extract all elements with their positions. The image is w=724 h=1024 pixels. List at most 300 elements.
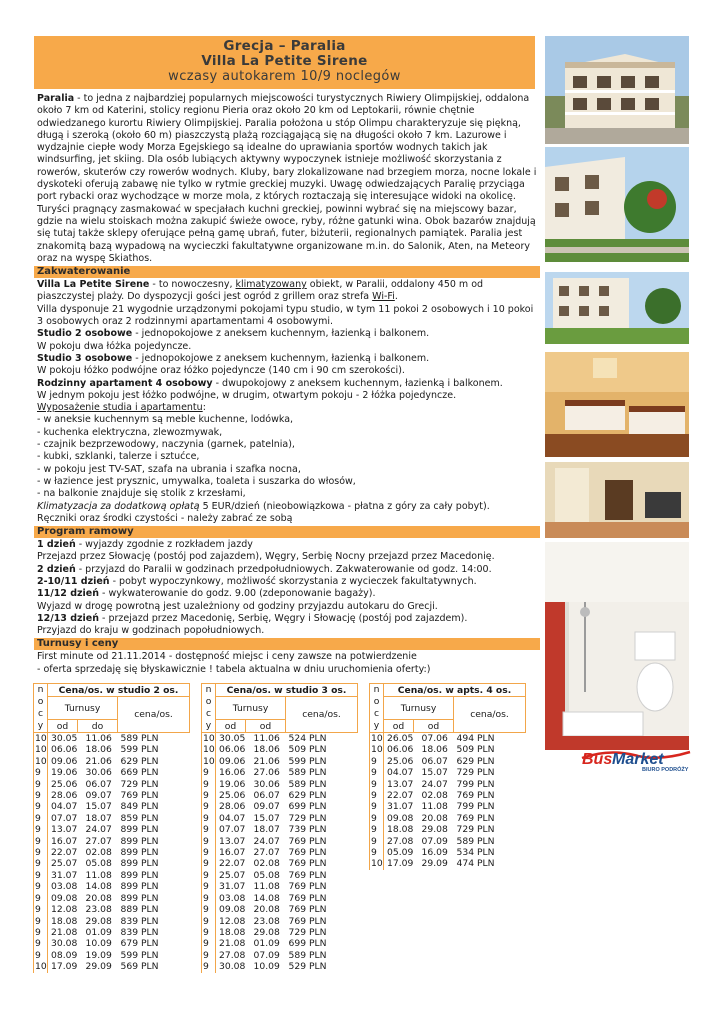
table-row	[202, 950, 358, 961]
date-from-cell: 27.08	[387, 835, 414, 847]
nights-letter: c	[373, 708, 380, 719]
date-from-cell: 25.06	[219, 790, 246, 802]
nights-cell: 9	[202, 904, 216, 915]
table-row	[34, 801, 190, 812]
equipment-item: - w pokoju jest TV-SAT, szafa na ubrania i szafka nocna,	[37, 463, 301, 475]
nights-cell: 9	[202, 847, 216, 858]
date-from-cell: 09.08	[219, 904, 246, 916]
price-cell: 589 PLN	[120, 733, 159, 744]
nights-cell: 9	[34, 950, 48, 961]
date-from-cell: 19.06	[51, 767, 78, 779]
price-table	[201, 683, 358, 973]
date-to-cell: 23.08	[85, 904, 112, 916]
date-from-cell: 27.08	[219, 949, 246, 961]
date-to-cell: 01.09	[85, 926, 112, 938]
price-cell: 889 PLN	[120, 904, 159, 916]
nights-cell: 9	[202, 836, 216, 847]
price-cell: 839 PLN	[120, 915, 159, 927]
date-from-cell: 31.07	[219, 881, 246, 893]
nights-letter: o	[373, 696, 380, 707]
date-from-cell: 07.07	[51, 812, 78, 824]
nights-letter: c	[205, 708, 212, 719]
nights-column-header	[202, 684, 216, 733]
nights-cell: 9	[202, 813, 216, 824]
nights-cell: 9	[34, 858, 48, 869]
equipment-item: - czajnik bezprzewodowy, naczynia (garnek, patelnia),	[37, 439, 295, 451]
date-from-cell: 07.07	[219, 824, 246, 836]
price-table	[33, 683, 190, 973]
date-to-cell: 05.08	[85, 858, 112, 870]
date-to-cell: 29.08	[421, 824, 448, 836]
price-cell: 769 PLN	[456, 790, 495, 802]
nights-cell: 9	[370, 824, 384, 835]
table-row	[34, 870, 190, 881]
price-table-title: Cena/os. w studio 3 os.	[216, 684, 358, 697]
nights-cell: 9	[202, 858, 216, 869]
nights-cell: 10	[35, 733, 47, 744]
date-from-cell: 09.06	[219, 755, 246, 767]
villa-name: Villa La Petite Sirene	[37, 279, 150, 291]
date-to-cell: 20.08	[85, 892, 112, 904]
price-cell: 899 PLN	[120, 869, 159, 881]
nights-cell: 9	[370, 801, 384, 812]
table-row	[370, 779, 526, 790]
nights-cell: 10	[371, 744, 383, 756]
studio-3-beds: W pokoju łóżko podwójne oraz łóżko pojedyncze (140 cm i 90 cm szerokości).	[37, 365, 405, 377]
nights-cell: 9	[202, 893, 216, 904]
nights-letter: o	[37, 696, 44, 707]
table-row	[370, 790, 526, 801]
logo-subtext: BIURO PODRÓŻY	[642, 767, 689, 772]
date-to-cell: 10.09	[253, 961, 280, 973]
date-from-cell: 12.08	[51, 904, 78, 916]
nights-cell: 9	[34, 790, 48, 801]
nights-letter: c	[37, 708, 44, 719]
table-row	[370, 744, 526, 755]
date-from-cell: 17.09	[387, 858, 414, 870]
date-to-cell: 27.07	[253, 847, 280, 859]
date-to-cell: 19.09	[85, 949, 112, 961]
wifi-link[interactable]: Wi-Fi	[372, 291, 395, 303]
air-conditioning	[37, 501, 537, 513]
program-day-text: - pobyt wypoczynkowy, możliwość skorzystania z wycieczek fakultatywnych.	[109, 575, 477, 587]
price-cell: 769 PLN	[288, 869, 327, 881]
date-to-cell: 18.07	[85, 812, 112, 824]
nights-letter: n	[205, 684, 212, 695]
date-from-header: od	[48, 720, 78, 733]
date-to-cell: 20.08	[253, 904, 280, 916]
date-to-cell: 27.06	[253, 767, 280, 779]
date-from-cell: 13.07	[219, 835, 246, 847]
price-cell: 599 PLN	[120, 744, 159, 756]
price-cell: 899 PLN	[120, 835, 159, 847]
table-row	[34, 836, 190, 847]
date-from-cell: 25.07	[51, 858, 78, 870]
nights-cell: 9	[370, 790, 384, 801]
table-row	[202, 881, 358, 892]
price-per-person-header: cena/os.	[454, 697, 526, 733]
date-from-cell: 04.07	[51, 801, 78, 813]
table-row	[202, 744, 358, 755]
nights-cell: 9	[202, 927, 216, 938]
turnusy-header: Turnusy	[48, 697, 118, 720]
date-from-cell: 30.05	[219, 733, 246, 744]
date-to-cell: 06.07	[421, 755, 448, 767]
studio-2-label: Studio 2 osobowe	[37, 328, 133, 340]
price-cell: 669 PLN	[120, 767, 159, 779]
date-to-header: do	[78, 720, 118, 733]
price-cell: 474 PLN	[456, 858, 495, 870]
price-cell: 899 PLN	[120, 881, 159, 893]
table-row	[34, 893, 190, 904]
turnusy-header: Turnusy	[216, 697, 286, 720]
table-row	[202, 893, 358, 904]
price-table-apartment-4	[369, 683, 526, 870]
intro-lead: Paralia	[37, 93, 75, 104]
apartment-desc	[37, 378, 537, 390]
date-to-cell: 07.06	[421, 733, 448, 744]
price-cell: 629 PLN	[456, 755, 495, 767]
nights-cell: 9	[202, 790, 216, 801]
table-row	[34, 916, 190, 927]
studio-3-text: - jednopokojowe z aneksem kuchennym, łazienką i balkonem.	[132, 352, 430, 364]
price-cell: 799 PLN	[456, 778, 495, 790]
bathroom-photo	[545, 542, 689, 750]
studio-3-label: Studio 3 osobowe	[37, 352, 133, 364]
table-row	[202, 847, 358, 858]
date-from-cell: 18.08	[387, 824, 414, 836]
nights-letter: y	[373, 720, 380, 731]
nights-cell: 9	[370, 756, 384, 767]
program-day-label: 12/13 dzień	[37, 612, 100, 624]
table-row	[370, 813, 526, 824]
nights-column-header	[370, 684, 384, 733]
villa-description	[37, 279, 537, 304]
date-from-header: od	[216, 720, 246, 733]
equipment-item: - na balkonie znajduje się stolik z krzesłami,	[37, 488, 246, 500]
nights-cell: 9	[370, 813, 384, 824]
table-row	[202, 927, 358, 938]
price-per-person-header: cena/os.	[118, 697, 190, 733]
price-table-studio-2	[33, 683, 190, 973]
price-cell: 899 PLN	[120, 892, 159, 904]
nights-cell: 9	[34, 767, 48, 778]
nights-cell: 9	[202, 916, 216, 927]
date-from-cell: 28.06	[219, 801, 246, 813]
date-to-cell: 29.08	[253, 926, 280, 938]
program-line	[37, 551, 537, 563]
logo-text-market: Market	[612, 751, 664, 768]
program-day-text: Wyjazd w drogę powrotną jest uzależniony od godziny przyjazdu autokaru do Grecji.	[37, 600, 438, 612]
intro-text: - to jedna z najbardziej popularnych miejscowości turystycznych Riwiery Olimpijskiej, oddalona około 7 km od Katerini, stolicy regionu Pieria oraz około 20 km od Leptokarii, równie chętnie odwiedzanego kurortu Riwiery Olimpijskiej. Paralia położona u stóp Olimpu charakteryzuje się piękną, długą i szeroką (około 60 m) piaszczystą plażą rozciągającą się na długości około 7 km. Lazurowe i wydzajnie ciepłe wody Morza Egejskiego są idealne do uprawiania sportów wodnych takich jak windsurfing, jet skiing. Dla osób lubiących aktywny wypoczynek istnieje możliwość skorzystania z rowerów, skuterów czy rowerów wodnych. Kluby, bary zlokalizowane nad brzegiem morza, nocne lokale i dyskoteki oferują zabawę nie tylko w rytmie greckiej muzyki. Uwagę odwiedzających Paralię przyciąga port rybacki oraz wychodzące w morze mola, z których roztaczają się interesujące widoki na okolicę. Turyści pragnący zasmakować w specjałach kuchni greckiej, powinni wybrać się na miejscowy bazar, gdzie na wielu stoiskach można zakupić świeże owoce, ryby, różne gatunki wina. Obok bazarów znajdują się tutaj także sklepy oferujące pełną gamę ubrań, futer, biżuterii, regionalnych pamiątek. Paralia jest znakomitą bazą wypadową na wycieczki fakultatywne organizowane m.in. do Salonik, Aten, na Meteory oraz na wyspę Skiathos.	[37, 93, 537, 264]
date-to-cell: 14.08	[85, 881, 112, 893]
price-cell: 599 PLN	[288, 755, 327, 767]
price-table-studio-3	[201, 683, 358, 973]
date-from-cell: 18.08	[219, 926, 246, 938]
table-row	[34, 847, 190, 858]
program-day-text: Przyjazd do kraju w godzinach popołudniowych.	[37, 625, 265, 637]
date-to-cell: 24.07	[253, 835, 280, 847]
date-to-cell: 07.09	[253, 949, 280, 961]
price-cell: 569 PLN	[120, 961, 159, 973]
date-from-cell: 16.07	[219, 847, 246, 859]
date-from-cell: 25.06	[387, 755, 414, 767]
nights-cell: 9	[34, 813, 48, 824]
prices-note-2: - oferta sprzedaję się błyskawicznie ! tabela aktualna w dniu uruchomienia oferty:)	[37, 663, 431, 675]
table-row	[34, 938, 190, 949]
nights-cell: 9	[34, 824, 48, 835]
table-row	[202, 756, 358, 767]
nights-letter: y	[205, 720, 212, 731]
price-cell: 729 PLN	[288, 812, 327, 824]
villa-exterior-photo	[545, 36, 689, 144]
table-row	[202, 938, 358, 949]
table-row	[34, 961, 190, 972]
program-day-text: - wyjazdy zgodnie z rozkładem jazdy	[75, 539, 253, 551]
date-from-cell: 31.07	[387, 801, 414, 813]
nights-cell: 10	[203, 744, 215, 756]
nights-cell: 9	[34, 938, 48, 949]
nights-cell: 9	[202, 961, 216, 972]
price-cell: 589 PLN	[288, 778, 327, 790]
equipment-item: - kubki, szklanki, talerze i sztućce,	[37, 451, 200, 463]
nights-cell: 9	[34, 893, 48, 904]
price-cell: 769 PLN	[120, 790, 159, 802]
date-from-cell: 22.07	[51, 847, 78, 859]
nights-letter: y	[37, 720, 44, 731]
date-to-cell: 29.09	[85, 961, 112, 973]
price-cell: 599 PLN	[120, 949, 159, 961]
price-cell: 849 PLN	[120, 801, 159, 813]
table-row	[370, 767, 526, 778]
nights-cell: 9	[202, 779, 216, 790]
price-cell: 629 PLN	[120, 755, 159, 767]
apartment-label: Rodzinny apartament 4 osobowy	[37, 377, 213, 389]
date-from-cell: 25.07	[219, 869, 246, 881]
date-to-cell: 18.06	[421, 744, 448, 756]
date-from-cell: 30.05	[51, 733, 78, 744]
date-to-cell: 14.08	[253, 892, 280, 904]
table-row	[34, 790, 190, 801]
price-cell: 494 PLN	[456, 733, 495, 744]
date-to-cell: 15.07	[253, 812, 280, 824]
price-cell: 589 PLN	[288, 949, 327, 961]
section-program: Program ramowy	[34, 526, 540, 538]
nights-cell: 9	[370, 836, 384, 847]
price-cell: 899 PLN	[120, 858, 159, 870]
date-from-cell: 03.08	[219, 892, 246, 904]
table-row	[202, 858, 358, 869]
date-to-cell: 30.06	[85, 767, 112, 779]
table-row	[202, 870, 358, 881]
date-from-cell: 06.06	[219, 744, 246, 756]
date-to-cell: 11.08	[85, 869, 112, 881]
nights-cell: 10	[35, 961, 47, 973]
date-from-cell: 21.08	[219, 938, 246, 950]
nights-cell: 9	[202, 824, 216, 835]
price-cell: 769 PLN	[288, 835, 327, 847]
price-cell: 739 PLN	[288, 824, 327, 836]
date-to-cell: 29.08	[85, 915, 112, 927]
nights-cell: 9	[202, 801, 216, 812]
date-from-cell: 26.05	[387, 733, 414, 744]
table-row	[370, 824, 526, 835]
equipment-colon: :	[202, 402, 206, 414]
date-to-cell: 11.08	[253, 881, 280, 893]
table-row	[34, 950, 190, 961]
table-row	[370, 801, 526, 812]
date-to-cell: 11.06	[253, 733, 280, 744]
date-to-cell: 29.09	[421, 858, 448, 870]
date-to-cell: 02.08	[85, 847, 112, 859]
nights-letter: o	[205, 696, 212, 707]
nights-cell: 9	[370, 779, 384, 790]
table-row	[202, 813, 358, 824]
price-per-person-header: cena/os.	[286, 697, 358, 733]
date-to-cell: 24.07	[85, 824, 112, 836]
price-cell: 589 PLN	[456, 835, 495, 847]
date-to-cell: 18.06	[253, 744, 280, 756]
apartment-beds: W jednym pokoju jest łóżko podwójne, w drugim, otwartym pokoju - 2 łóżka pojedyncze.	[37, 389, 457, 401]
prices-note-1: First minute od 21.11.2014 - dostępność miejsc i ceny zawsze na potwierdzenie	[37, 651, 417, 663]
price-cell: 679 PLN	[120, 938, 159, 950]
price-tables	[33, 683, 537, 983]
price-cell: 509 PLN	[288, 744, 327, 756]
table-row	[202, 904, 358, 915]
nights-letter: n	[37, 684, 44, 695]
price-cell: 729 PLN	[456, 824, 495, 836]
date-to-cell: 09.07	[85, 790, 112, 802]
table-row	[34, 733, 190, 745]
date-from-cell: 06.06	[387, 744, 414, 756]
table-row	[202, 790, 358, 801]
nights-cell: 9	[34, 904, 48, 915]
table-row	[34, 767, 190, 778]
villa-garden-photo	[545, 147, 689, 262]
date-from-cell: 04.07	[219, 812, 246, 824]
date-to-cell: 30.06	[253, 778, 280, 790]
klimatyzowany-link[interactable]: klimatyzowany	[235, 279, 307, 291]
price-cell: 509 PLN	[456, 744, 495, 756]
price-cell: 769 PLN	[288, 904, 327, 916]
nights-cell: 10	[35, 755, 47, 767]
table-row	[202, 961, 358, 972]
table-row	[370, 836, 526, 847]
nights-cell: 9	[34, 870, 48, 881]
intro-paragraph	[37, 93, 537, 265]
towels-note: Ręczniki oraz środki czystości - należy zabrać ze sobą	[37, 512, 293, 524]
price-cell: 529 PLN	[288, 961, 327, 973]
date-from-cell: 05.09	[387, 847, 414, 859]
table-row	[370, 756, 526, 767]
date-to-cell: 11.06	[85, 733, 112, 744]
date-from-cell: 09.08	[387, 812, 414, 824]
price-cell: 729 PLN	[288, 926, 327, 938]
date-to-cell: 02.08	[253, 858, 280, 870]
price-cell: 729 PLN	[120, 778, 159, 790]
date-from-cell: 22.07	[387, 790, 414, 802]
price-cell: 769 PLN	[288, 858, 327, 870]
date-from-cell: 08.09	[51, 949, 78, 961]
lobby-photo	[545, 462, 689, 538]
header-destination: Grecja – Paralia	[223, 38, 346, 54]
price-cell: 589 PLN	[288, 767, 327, 779]
program-line	[37, 539, 537, 551]
date-to-cell: 20.08	[421, 812, 448, 824]
price-cell: 769 PLN	[288, 881, 327, 893]
date-from-cell: 22.07	[219, 858, 246, 870]
program-day-text: Przejazd przez Słowację (postój pod zajazdem), Węgry, Serbię Nocny przejazd przez Macedonię.	[37, 551, 495, 563]
ac-text: 5 EUR/dzień (nieobowiązkowa - płatna z góry za cały pobyt).	[199, 500, 490, 512]
date-to-cell: 18.07	[253, 824, 280, 836]
program-line	[37, 564, 537, 576]
table-row	[34, 824, 190, 835]
price-cell: 899 PLN	[120, 847, 159, 859]
price-cell: 899 PLN	[120, 824, 159, 836]
nights-cell: 9	[34, 916, 48, 927]
date-from-cell: 16.07	[51, 835, 78, 847]
price-table-title: Cena/os. w apts. 4 os.	[384, 684, 526, 697]
date-to-cell: 18.06	[85, 744, 112, 756]
date-to-cell: 11.08	[421, 801, 448, 813]
nights-cell: 9	[202, 767, 216, 778]
date-from-cell: 19.06	[219, 778, 246, 790]
nights-cell: 10	[371, 733, 383, 744]
date-to-header: od	[246, 720, 286, 733]
section-prices: Turnusy i ceny	[34, 638, 540, 650]
date-to-cell: 15.07	[421, 767, 448, 779]
nights-cell: 9	[34, 779, 48, 790]
nights-cell: 9	[34, 801, 48, 812]
price-cell: 629 PLN	[288, 790, 327, 802]
price-cell: 799 PLN	[456, 801, 495, 813]
price-table	[369, 683, 526, 870]
date-to-cell: 01.09	[253, 938, 280, 950]
room-bedroom-photo	[545, 352, 689, 457]
date-to-cell: 06.07	[253, 790, 280, 802]
date-from-cell: 12.08	[219, 915, 246, 927]
equipment-item: - kuchenka elektryczna, zlewozmywak,	[37, 426, 223, 438]
apartment-text: - dwupokojowy z aneksem kuchennym, łazienką i balkonem.	[212, 377, 503, 389]
villa-lawn-photo	[545, 272, 689, 344]
equipment-item: - w aneksie kuchennym są meble kuchenne, lodówka,	[37, 414, 294, 426]
program-day-text: - przejazd przez Macedonię, Serbię, Węgry i Słowację (postój pod zajazdem).	[99, 612, 468, 624]
busmarket-logo	[580, 746, 692, 776]
logo-text-bus: Bus	[582, 751, 613, 768]
date-from-header: od	[384, 720, 414, 733]
villa-text-3: .	[394, 291, 398, 303]
studio-2-text: - jednopokojowe z aneksem kuchennym, łazienką i balkonem.	[132, 328, 430, 340]
price-cell: 859 PLN	[120, 812, 159, 824]
table-row	[34, 927, 190, 938]
nights-cell: 9	[34, 881, 48, 892]
date-to-cell: 24.07	[421, 778, 448, 790]
nights-cell: 9	[370, 767, 384, 778]
date-from-cell: 30.08	[51, 938, 78, 950]
table-row	[202, 801, 358, 812]
date-from-cell: 28.06	[51, 790, 78, 802]
table-row	[34, 813, 190, 824]
nights-cell: 10	[203, 733, 215, 744]
date-from-cell: 25.06	[51, 778, 78, 790]
date-from-cell: 09.08	[51, 892, 78, 904]
villa-text-1: - to nowoczesny,	[149, 279, 236, 291]
program-day-text: - wykwaterowanie do godz. 9.00 (zdeponowanie bagaży).	[99, 588, 376, 600]
villa-text-2: obiekt, w Paralii, oddalony 450 m od piaszczystej plaży. Do dyspozycji gości jest ogród z grillem oraz strefa	[37, 279, 484, 303]
program-line	[37, 601, 537, 613]
studio-3-desc	[37, 353, 537, 365]
price-cell: 769 PLN	[288, 915, 327, 927]
